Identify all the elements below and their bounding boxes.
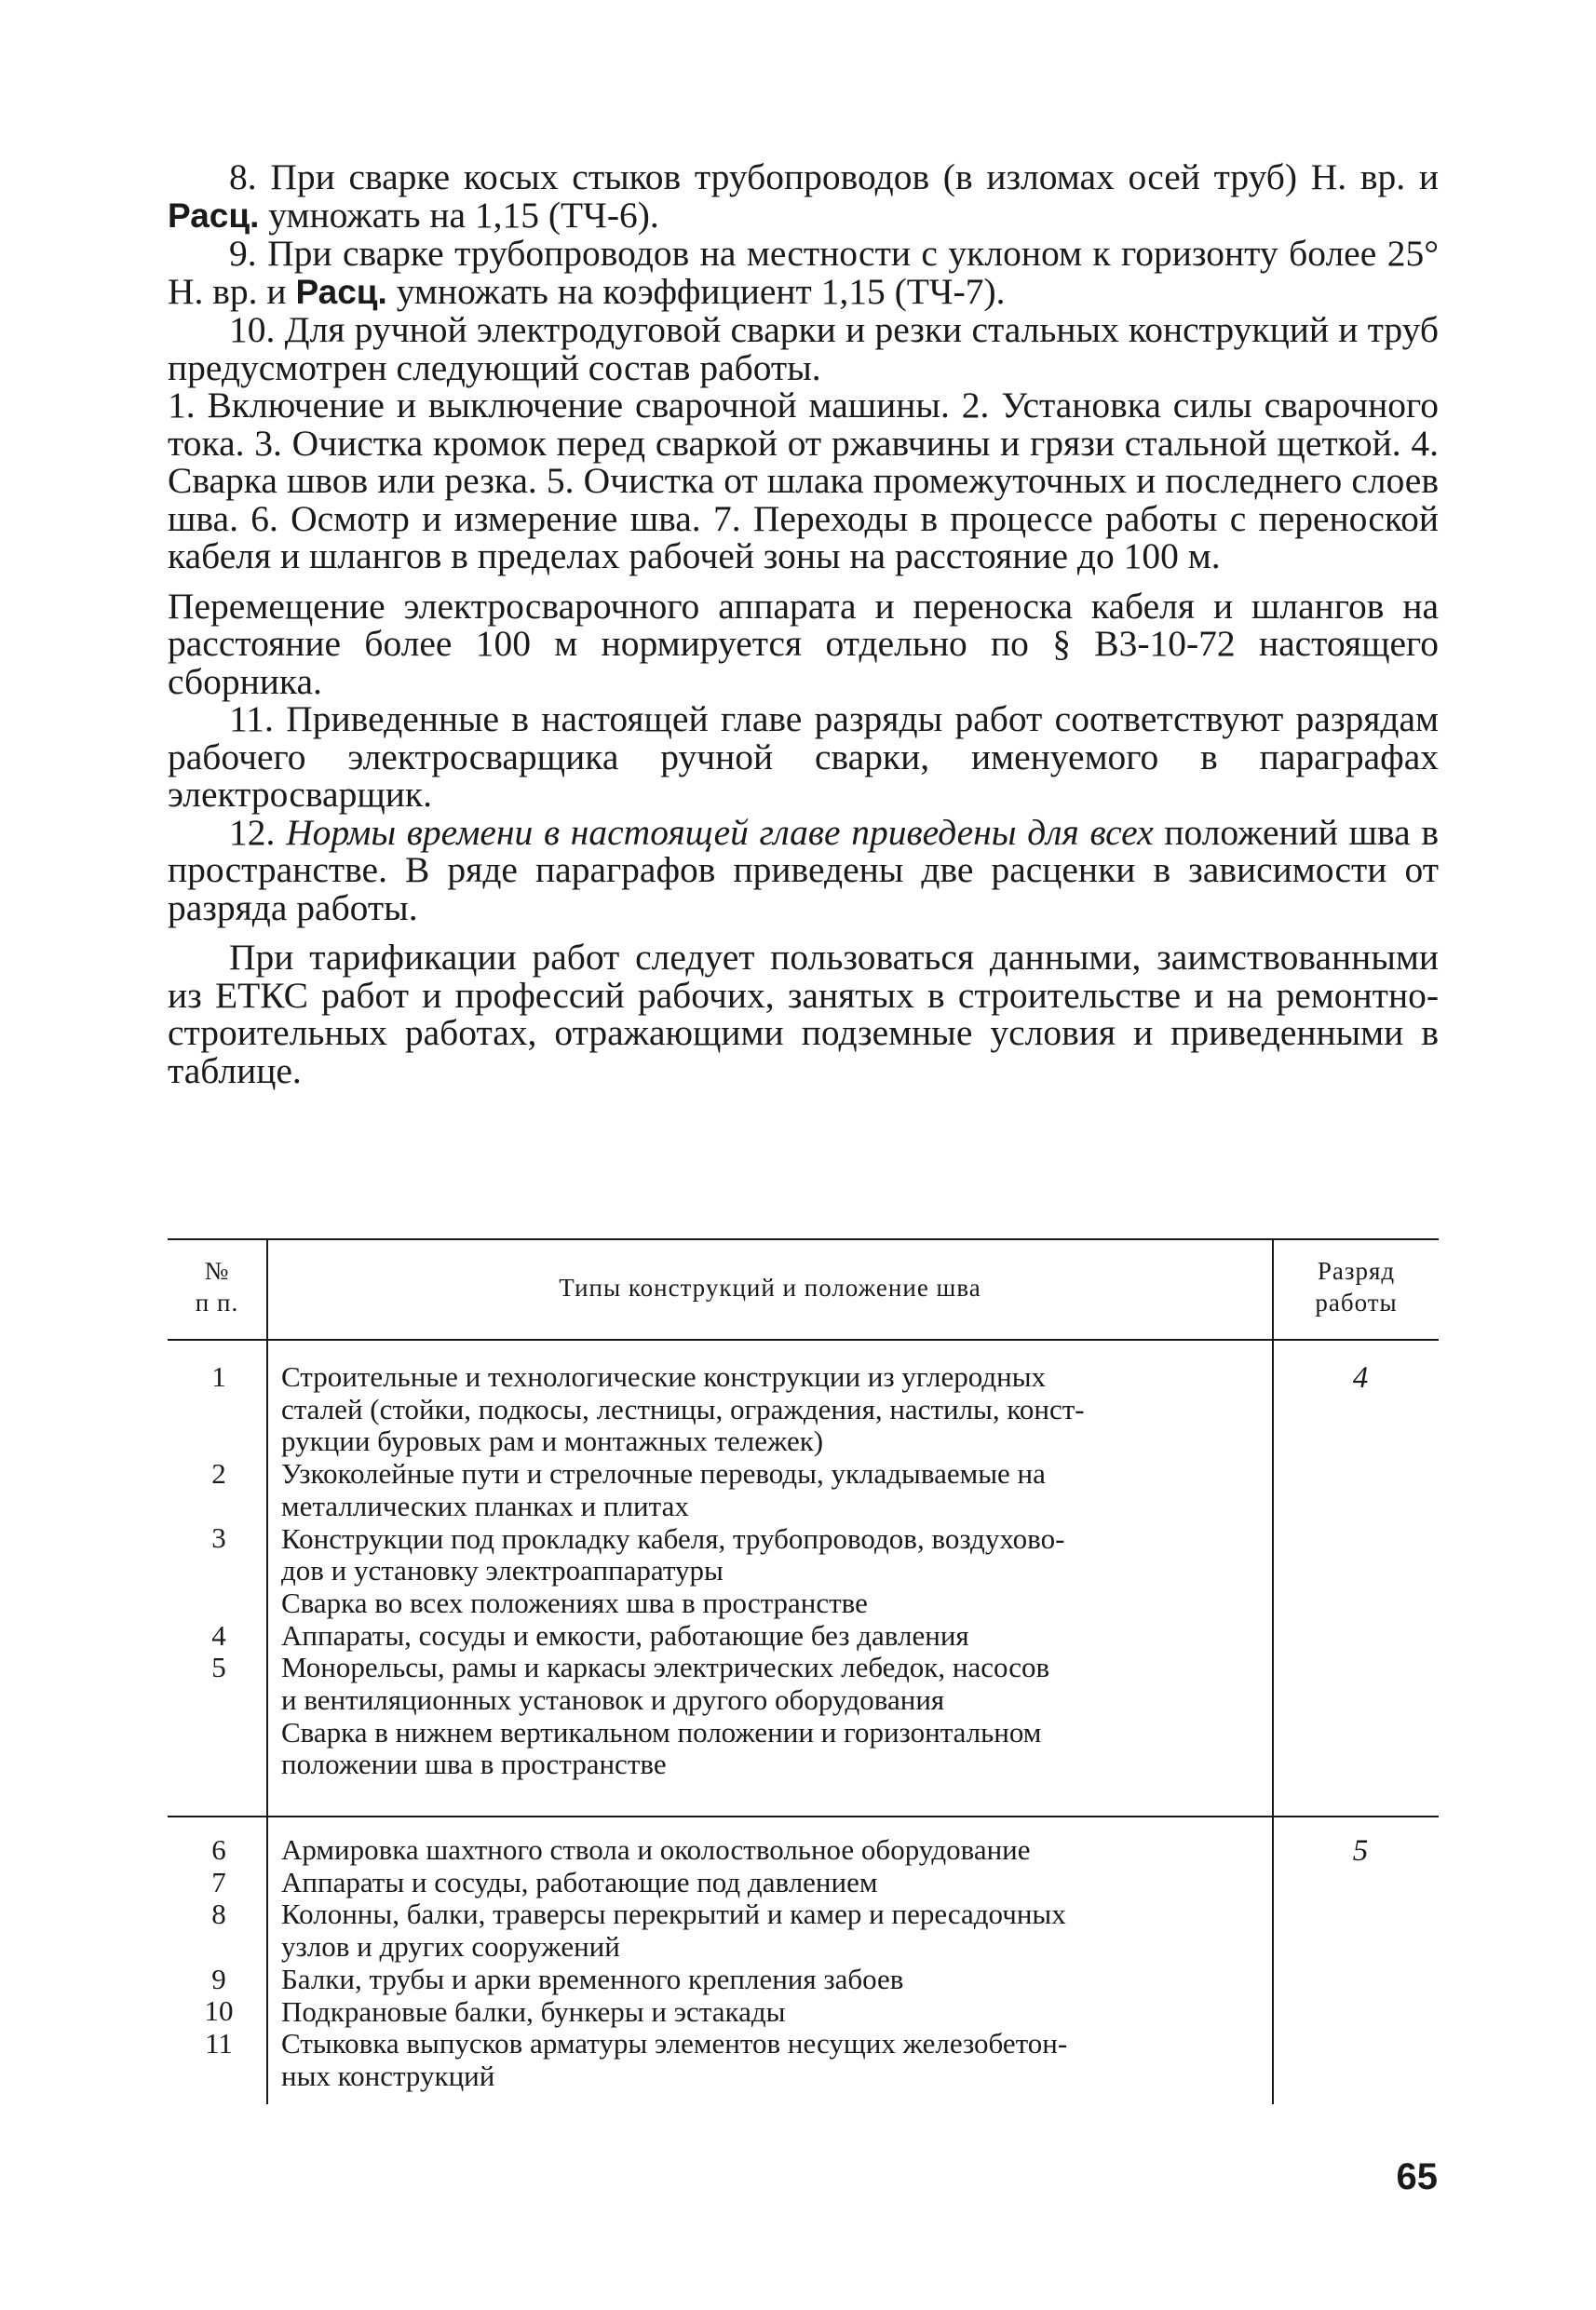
header-number-sign: № [204, 1257, 230, 1285]
bold-term: Расц. [295, 272, 387, 311]
row-description-line: рукции буровых рам и монтажных тележек) [281, 1425, 824, 1458]
header-number [168, 1255, 266, 1318]
row-number [168, 2060, 270, 2093]
row-description-line: узлов и других сооружений [281, 1930, 620, 1964]
row-description-line: Аппараты и сосуды, работающие под давлением [281, 1865, 878, 1898]
row-description-line: Колонны, балки, траверсы перекрытий и камер и пересадочных [281, 1898, 1066, 1931]
paragraph [168, 700, 1439, 814]
row-description-line: Монорельсы, рамы и каркасы электрических лебедок, насосов [281, 1651, 1050, 1684]
row-description-line: металлических планках и плитах [281, 1489, 689, 1522]
grades-table [168, 1238, 1439, 2104]
group-2-grade: 5 [1352, 1834, 1369, 1868]
paragraph-text: положений шва в пространстве. В ряде параграфов приведены две расценки в зависимости от разряда работы. [168, 811, 1439, 928]
row-number: 9 [211, 1962, 226, 1995]
row-number [168, 1717, 270, 1749]
row-number [168, 1491, 270, 1523]
row-number: 3 [211, 1521, 226, 1555]
paragraph-text: 11. Приведенные в настоящей главе разряды работ соответствуют разрядам рабочего электросварщика ручной сварки, именуемого в параграфах электросварщик. [168, 698, 1439, 815]
paragraph-text: 10. Для ручной электродуговой сварки и резки стальных конструкций и труб предусмотрен следующий состав работы. [168, 309, 1439, 388]
paragraph-text: При тарификации работ следует пользоваться данными, заимствованными из ЕТКС работ и профессий рабочих, занятых в строительстве и на ремонтно-строительных работах, отражающими подземные условия и приведенными в таблице. [168, 937, 1439, 1091]
row-number: 5 [211, 1651, 226, 1684]
row-number: 4 [211, 1618, 226, 1652]
page-number: 65 [1396, 2156, 1438, 2197]
header-description: Типы конструкций и положение шва [559, 1274, 981, 1302]
row-description-line: дов и установку электроаппаратуры [281, 1554, 724, 1587]
row-number: 10 [204, 1994, 234, 2028]
row-number [168, 1425, 270, 1458]
row-description-line: Армировка шахтного ствола и околоствольное оборудование [281, 1833, 1031, 1866]
header-grade-line-2: работы [1315, 1289, 1398, 1317]
paragraph-text: 8. При сварке косых стыков трубопроводов (в изломах осей труб) Н. вр. и [229, 156, 1439, 197]
header-number-abbr: п п. [195, 1289, 239, 1317]
paragraph [168, 235, 1439, 311]
paragraph [168, 585, 1439, 702]
row-description-line: сталей (стойки, подкосы, лестницы, ограждения, настилы, конст- [281, 1392, 1085, 1425]
paragraph-text: Перемещение электросварочного аппарата и переноска кабеля и шлангов на расстояние более 100 м нормируется отдельно по § В3-10-72 настоящего сборника. [168, 585, 1439, 702]
row-description-line: Сварка в нижнем вертикальном положении и горизонтальном [281, 1715, 1042, 1749]
row-number [168, 1394, 270, 1426]
paragraph [168, 311, 1439, 386]
group-2-descriptions [281, 1834, 1268, 2093]
row-description-line: Балки, трубы и арки временного крепления забоев [281, 1962, 904, 1995]
row-number: 11 [205, 2027, 233, 2060]
group-1-numbers [168, 1361, 270, 1781]
row-number [168, 1684, 270, 1717]
italic-text: Нормы времени в настоящей главе приведены для всех [286, 811, 1154, 853]
paragraph [168, 811, 1439, 928]
row-description-line: Сварка во всех положениях шва в пространстве [281, 1586, 868, 1619]
group-2-numbers [168, 1834, 270, 2093]
row-description-line: положении шва в пространстве [281, 1748, 667, 1781]
paragraph-text: 1. Включение и выключение сварочной машины. 2. Установка силы сварочного тока. 3. Очистка кромок перед сваркой от ржавчины и грязи стальной щеткой. 4. Сварка швов или резка. 5. Очистка от шлака промежуточных и последнего слоев шва. 6. Осмотр и измерение шва. 7. Переходы в процессе работы с переноской кабеля и шлангов в пределах рабочей зоны на расстояние до 100 м. [168, 385, 1439, 576]
row-description-line: ных конструкций [281, 2059, 495, 2092]
paragraph-text: умножать на 1,15 (ТЧ-6). [259, 194, 659, 236]
row-number: 6 [211, 1833, 226, 1866]
row-description-line: Подкрановые балки, бункеры и эстакады [281, 1994, 786, 2028]
row-description-line: Конструкции под прокладку кабеля, трубопроводов, воздухово- [281, 1521, 1065, 1555]
row-description-line: Аппараты, сосуды и емкости, работающие без давления [281, 1618, 969, 1652]
row-description-line: Стыковка выпусков арматуры элементов несущих железобетон- [281, 2027, 1068, 2060]
row-number: 1 [211, 1360, 226, 1393]
row-description-line: Узкоколейные пути и стрелочные переводы, укладываемые на [281, 1457, 1046, 1491]
group-1-grade: 4 [1352, 1361, 1369, 1395]
paragraph-text: 9. При сварке трубопроводов на местности с уклоном к горизонту более 25° Н. вр. и [168, 233, 1439, 312]
table-header-rule [168, 1339, 1439, 1341]
row-number [168, 1931, 270, 1964]
table-group-rule [168, 1816, 1439, 1817]
group-1-descriptions [281, 1361, 1268, 1781]
row-number: 2 [211, 1457, 226, 1491]
row-description-line: Строительные и технологические конструкции из углеродных [281, 1360, 1047, 1393]
bold-term: Расц. [168, 196, 260, 235]
row-number [168, 1587, 270, 1620]
row-description-line: и вентиляционных установок и другого оборудования [281, 1683, 945, 1717]
paragraph [168, 158, 1439, 235]
paragraph [168, 386, 1439, 575]
row-number: 7 [211, 1865, 226, 1898]
paragraph [168, 939, 1439, 1089]
paragraph-text: умножать на коэффициент 1,15 (ТЧ-7). [386, 270, 1006, 312]
header-grade [1274, 1255, 1439, 1318]
row-number [168, 1555, 270, 1587]
row-number: 8 [211, 1898, 226, 1931]
paragraph-text: 12. [229, 811, 287, 853]
table-top-rule [168, 1238, 1439, 1240]
body-text [168, 158, 1439, 1089]
row-number [168, 1749, 270, 1781]
header-grade-line-1: Разряд [1317, 1257, 1396, 1285]
table-col-rule-2 [1272, 1238, 1274, 2104]
